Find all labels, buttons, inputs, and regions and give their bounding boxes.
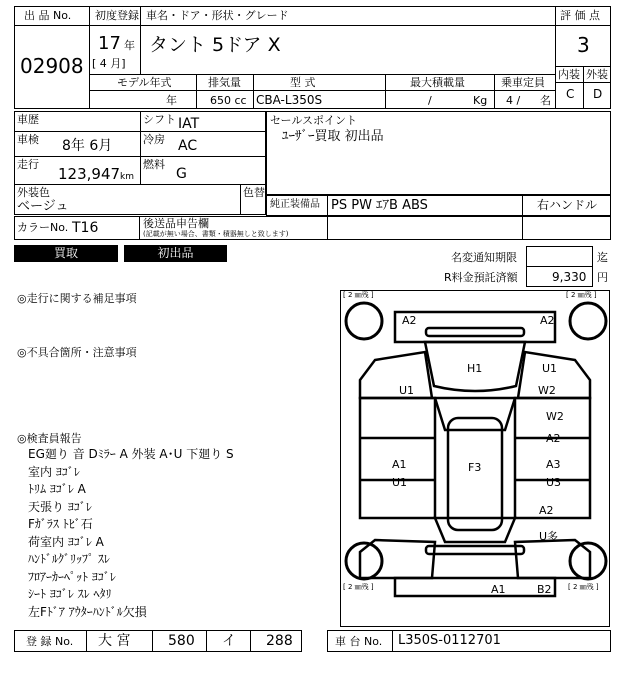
mark-front-bumper-left: A2 <box>402 314 417 327</box>
first-reg-year-unit: 年 <box>124 39 135 52</box>
mark-right-rear-door-bottom: U3 <box>546 476 562 489</box>
mark-rear-bumper-right: B2 <box>537 583 552 596</box>
registration-area: 大 宮 <box>98 633 131 649</box>
mark-hood: H1 <box>467 362 483 375</box>
capacity-unit: 名 <box>540 94 551 107</box>
max-load-unit: Kg <box>473 94 488 107</box>
registration-kana: イ <box>222 633 236 649</box>
name-change-label: 名変通知期限 <box>451 251 517 264</box>
blank-box <box>327 216 611 240</box>
registration-class: 580 <box>168 633 195 649</box>
ac-value: AC <box>178 138 198 154</box>
mark-right-rear-fender-bottom: U多 <box>539 530 559 543</box>
color-label: 外装色 <box>17 186 50 199</box>
mileage-unit: km <box>120 172 134 182</box>
running-notes-label: ◎走行に関する補足事項 <box>17 292 137 305</box>
tire-tr-label: [ 2 ㎜残 ] <box>566 291 597 299</box>
recycle-value: 9,330 <box>552 270 587 284</box>
car-diagram <box>340 290 610 627</box>
registration-number: 288 <box>266 633 293 649</box>
inspector-line: 左Fﾄﾞｱ ｱｳﾀｰﾊﾝﾄﾞﾙ欠損 <box>28 604 147 619</box>
mark-right-fender-top: U1 <box>542 362 558 375</box>
exterior-grade: D <box>593 87 603 101</box>
equipment-value: PS PW ｴｱB ABS <box>331 198 428 213</box>
exterior-label: 外装 <box>586 68 608 81</box>
chassis-label: 車 台 No. <box>335 635 383 648</box>
car-name-label: 車名・ドア・形状・グレード <box>146 9 289 22</box>
registration-label: 登 録 No. <box>26 635 74 648</box>
recycle-label: R料金預託済額 <box>444 271 518 284</box>
type-value: CBA-L350S <box>256 93 323 107</box>
inspector-line: ﾊﾝﾄﾞﾙｸﾞﾘｯﾌﾟ ｽﾚ <box>28 552 110 566</box>
mark-left-doors-top: A1 <box>392 458 407 471</box>
tire-fl-icon <box>346 303 382 339</box>
tire-tl-label: [ 2 ㎜残 ] <box>343 291 374 299</box>
mark-right-front-door-bottom: A2 <box>546 432 561 445</box>
interior-grade: C <box>566 87 575 101</box>
model-year-unit: 年 <box>166 94 177 107</box>
first-reg-year: 17 <box>98 33 121 54</box>
displacement-value: 650 cc <box>210 94 247 107</box>
shift-value: IAT <box>178 116 200 132</box>
color-no-label: カラーNo. <box>17 221 69 234</box>
first-reg-label: 初度登録 <box>95 9 139 22</box>
mileage-label: 走行 <box>17 158 39 171</box>
mark-rear-bumper-center: A1 <box>491 583 506 596</box>
mark-front-bumper-right: A2 <box>540 314 555 327</box>
mark-right-front-door-top: W2 <box>546 410 564 423</box>
inspector-label: ◎検査員報告 <box>17 432 82 445</box>
inspector-line: 室内 ﾖｺﾞﾚ <box>28 464 80 479</box>
mark-right-rear-door-top: A3 <box>546 458 561 471</box>
grade-value: 3 <box>577 33 590 57</box>
mark-roof: F3 <box>468 461 482 474</box>
tire-fr-icon <box>570 303 606 339</box>
displacement-label: 排気量 <box>208 76 241 89</box>
mileage-value: 123,947 <box>58 165 121 183</box>
tire-rr-icon <box>570 543 606 579</box>
fuel-label: 燃料 <box>143 158 165 171</box>
inspection-label: 車検 <box>17 133 39 146</box>
fuel-value: G <box>176 166 187 182</box>
grade-label: 評 価 点 <box>560 9 600 22</box>
inspector-line: 荷室内 ﾖｺﾞﾚ A <box>28 534 104 549</box>
interior-label: 内装 <box>558 68 580 81</box>
tire-bl-label: [ 2 ㎜残 ] <box>343 583 374 591</box>
shift-label: シフト <box>143 113 176 126</box>
sales-point-value: ﾕｰｻﾞｰ買取 初出品 <box>282 129 384 144</box>
name-change-unit: 迄 <box>597 251 608 264</box>
inspector-line: ｼｰﾄ ﾖｺﾞﾚ ｽﾚ ﾍﾀﾘ <box>28 587 112 601</box>
inspector-line: ﾄﾘﾑ ﾖｺﾞﾚ A <box>28 482 86 496</box>
mark-left-fender: U1 <box>399 384 415 397</box>
delivery-note: (記載が無い場合、書類・積器無しと致します) <box>143 230 289 238</box>
capacity-label: 乗車定員 <box>501 76 545 89</box>
tire-br-label: [ 2 ㎜残 ] <box>568 583 599 591</box>
model-year-label: モデル年式 <box>117 76 172 89</box>
name-change-box <box>526 246 593 267</box>
mark-right-fender-bottom: W2 <box>538 384 556 397</box>
defects-label: ◎不具合箇所・注意事項 <box>17 346 137 359</box>
max-load-label: 最大積載量 <box>410 76 465 89</box>
car-name: タント 5ドア X <box>149 34 281 56</box>
mark-left-doors-bottom: U1 <box>392 476 408 489</box>
inspector-line: ﾌﾛｱｰｶｰﾍﾟｯﾄ ﾖｺﾞﾚ <box>28 569 116 584</box>
first-listing-tag: 初出品 <box>124 245 227 262</box>
purchase-tag: 買取 <box>14 245 118 262</box>
max-load-sep: / <box>428 94 432 107</box>
handle-value: 右ハンドル <box>537 198 598 212</box>
ac-label: 冷房 <box>143 133 165 146</box>
first-reg-month: [ 4 月] <box>92 57 126 70</box>
delivery-label: 後送品申告欄 <box>143 217 209 230</box>
inspector-line: 天張り ﾖｺﾞﾚ <box>28 499 92 514</box>
sales-point-label: セールスポイント <box>270 114 358 127</box>
capacity-value: 4 / <box>506 94 521 107</box>
inspector-line: Fｶﾞﾗｽ ﾄﾋﾞ石 <box>28 517 93 531</box>
inspector-line: EG廻り 音 Dﾐﾗｰ A 外装 A･U 下廻り S <box>28 447 234 461</box>
history-label: 車歴 <box>17 113 39 126</box>
color-value: ベージュ <box>17 199 69 214</box>
inspection-value: 8年 6月 <box>62 138 113 154</box>
recycle-unit: 円 <box>597 271 608 284</box>
chassis-number: L350S-0112701 <box>398 633 501 648</box>
mark-right-rear-fender-top: A2 <box>539 504 554 517</box>
lot-label: 出 品 No. <box>24 9 72 22</box>
type-label: 型 式 <box>290 76 316 89</box>
equipment-label: 純正装備品 <box>270 199 320 210</box>
lot-number: 02908 <box>20 54 84 78</box>
color-change-label: 色替 <box>243 186 265 199</box>
color-no-value: T16 <box>72 220 99 236</box>
